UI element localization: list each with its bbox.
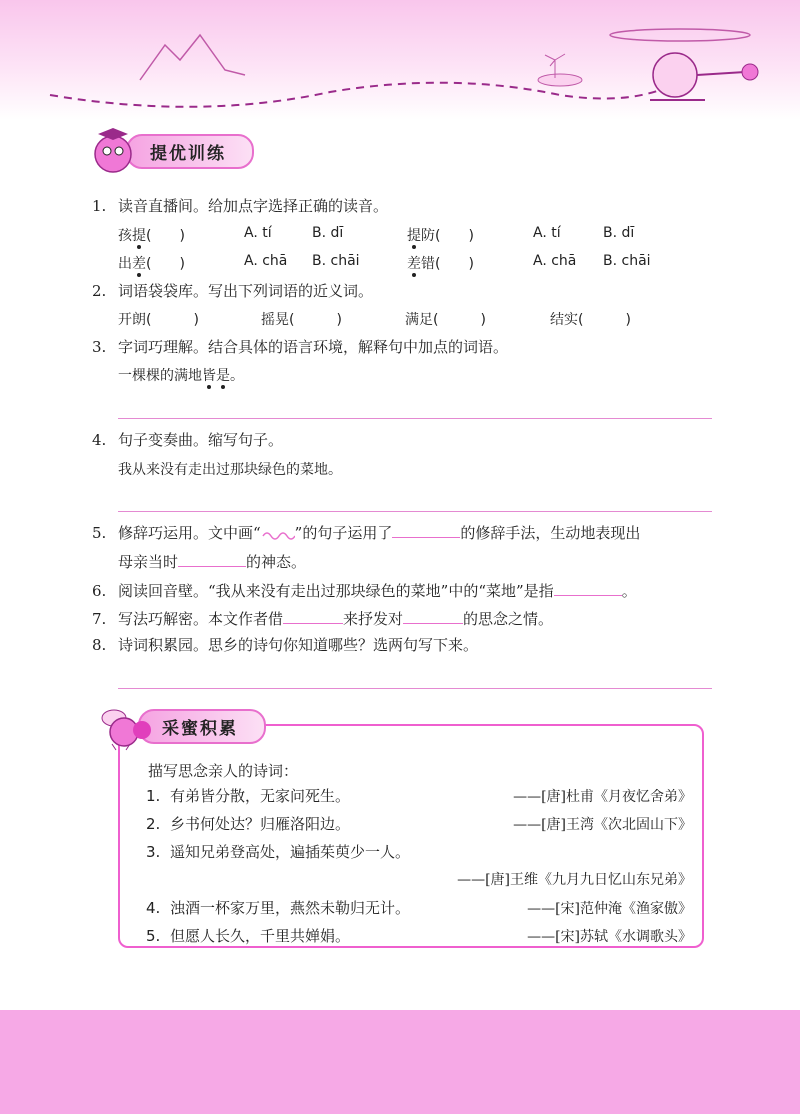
q1-row1-opt-b: B. dī xyxy=(312,225,344,241)
poem-line-1: 1. 有弟皆分散，无家问死生。 xyxy=(146,787,351,805)
poem-source-5: ——[宋]苏轼《水调歌头》 xyxy=(527,929,692,945)
q2-word-2: 摇晃( ) xyxy=(261,312,342,328)
answer-line-q3[interactable] xyxy=(118,418,712,419)
footer-band xyxy=(0,1010,800,1114)
answer-line-q4[interactable] xyxy=(118,511,712,512)
poem-line-5: 5. 但愿人长久，千里共婵娟。 xyxy=(146,927,351,945)
poem-line-3: 3. 遥知兄弟登高处，遍插茱萸少一人。 xyxy=(146,843,411,861)
q3-sentence: 一棵棵的满地皆是。 xyxy=(118,368,244,384)
q1-row1-opt-d: B. dī xyxy=(603,225,635,241)
wavy-underline-icon xyxy=(261,528,295,540)
box-heading: 描写思念亲人的诗词： xyxy=(148,762,299,780)
header-decoration xyxy=(0,0,800,125)
q2-word-4: 结实( ) xyxy=(550,312,631,328)
blank-person[interactable] xyxy=(403,607,463,624)
poem-source-3: ——[唐]王维《九月九日忆山东兄弟》 xyxy=(457,872,692,888)
question-1: 1. 读音直播间。给加点字选择正确的读音。 xyxy=(92,197,389,215)
poem-line-4: 4. 浊酒一杯家万里，燕然未勒归无计。 xyxy=(146,899,411,917)
section-title-text: 提优训练 xyxy=(126,134,254,169)
blank-caidi[interactable] xyxy=(554,579,622,596)
section-title-text-2: 采蜜积累 xyxy=(138,709,266,744)
poem-source-1: ——[唐]杜甫《月夜忆舍弟》 xyxy=(513,789,692,805)
scholar-mascot-icon xyxy=(88,124,138,178)
island-icon xyxy=(538,54,582,86)
q1-row2-item1: 出差( ) xyxy=(118,256,185,272)
question-4: 4. 句子变奏曲。缩写句子。 xyxy=(92,431,284,449)
q1-row2-item2: 差错( ) xyxy=(407,256,474,272)
answer-line-q8[interactable] xyxy=(118,688,712,689)
question-3: 3. 字词巧理解。结合具体的语言环境，解释句中加点的词语。 xyxy=(92,338,509,356)
q1-row2-opt-c: A. chā xyxy=(533,253,577,269)
question-2: 2. 词语袋袋库。写出下列词语的近义词。 xyxy=(92,282,374,300)
q1-row1-opt-a: A. tí xyxy=(244,225,272,241)
q2-word-1: 开朗( ) xyxy=(118,312,199,328)
mountain-drawing xyxy=(140,35,245,80)
bee-mascot-icon xyxy=(94,700,152,752)
q1-row2-opt-b: B. chāi xyxy=(312,253,360,269)
question-7: 7. 写法巧解密。本文作者借 来抒发对 的思念之情。 xyxy=(92,607,553,629)
section-title-tiyou xyxy=(88,124,254,178)
q1-row1-item1: 孩提( ) xyxy=(118,228,185,244)
poem-source-2: ——[唐]王湾《次北固山下》 xyxy=(513,817,692,833)
q1-row1-item2: 提防( ) xyxy=(407,228,474,244)
q1-row2-opt-a: A. chā xyxy=(244,253,288,269)
dashed-trail xyxy=(50,83,660,107)
q2-word-3: 满足( ) xyxy=(405,312,486,328)
q1-row2-opt-d: B. chāi xyxy=(603,253,651,269)
q5-line2: 母亲当时 的神态。 xyxy=(118,550,306,572)
section-title-caimi xyxy=(94,700,266,752)
question-8: 8. 诗词积累园。思乡的诗句你知道哪些？选两句写下来。 xyxy=(92,636,479,654)
blank-object[interactable] xyxy=(283,607,343,624)
q1-row1-opt-c: A. tí xyxy=(533,225,561,241)
helicopter-icon xyxy=(610,29,758,100)
blank-expression[interactable] xyxy=(178,550,246,567)
poem-line-2: 2. 乡书何处达？归雁洛阳边。 xyxy=(146,815,351,833)
question-6: 6. 阅读回音壁。“我从来没有走出过那块绿色的菜地”中的“菜地”是指 。 xyxy=(92,579,637,601)
q4-sentence: 我从来没有走出过那块绿色的菜地。 xyxy=(118,462,342,478)
blank-rhetoric[interactable] xyxy=(392,521,460,538)
poem-source-4: ——[宋]范仲淹《渔家傲》 xyxy=(527,901,692,917)
question-5: 5. 修辞巧运用。文中画“ ”的句子运用了 的修辞手法，生动地表现出 xyxy=(92,521,640,543)
